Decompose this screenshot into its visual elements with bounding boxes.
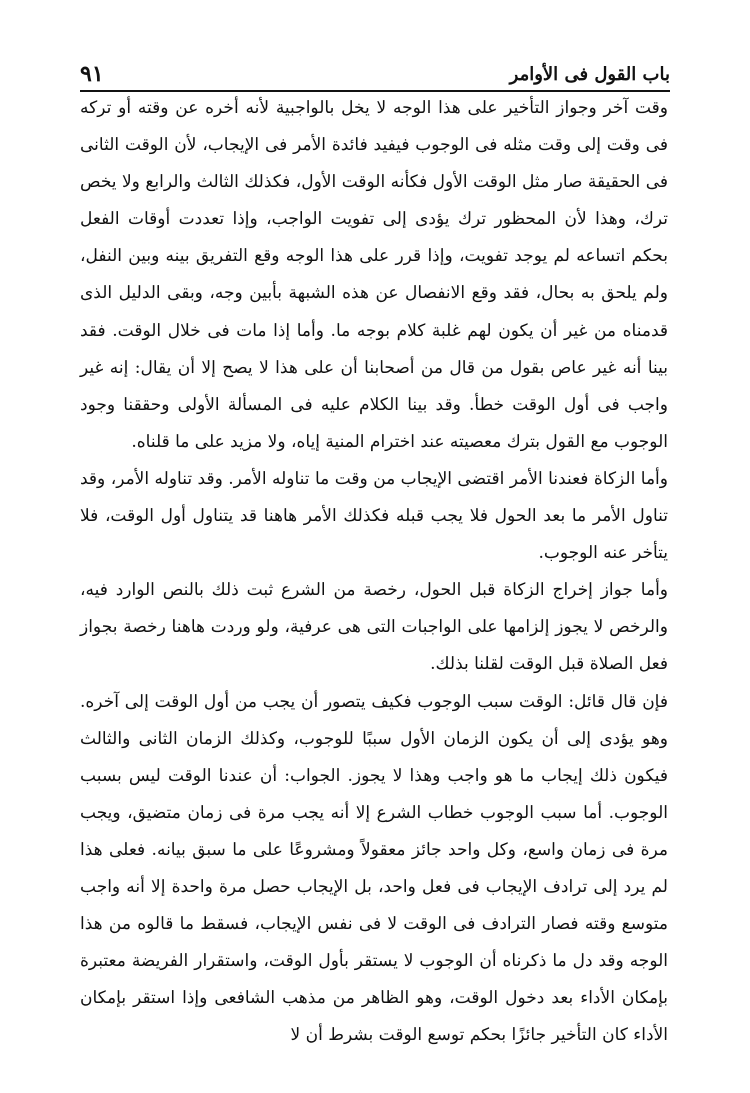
paragraph: وقت آخر وجواز التأخير على هذا الوجه لا يخل بالواجبية لأنه أخره عن وقته أو تركه فى وقت إلى وقت مثله فى الوجوب فيفيد فائدة الأمر فى الإيجاب، لأن الوقت الثانى فى الحقيقة صار مثل الوقت الأول فكأنه الوقت الأول، فكذلك الثالث والرابع ولا يخص ترك، وهذا لأن المحظور ترك يؤدى إلى تفويت الواجب، وإذا تعددت أوقات الفعل بحكم اتساعه لم يوجد تفويت، وإذا قرر على هذا الوجه وقع التفريق بينه وبين النفل، ولم يلحق به بحال، فقد وقع الانفصال عن هذه الشبهة بأبين وجه، وبقى الدليل الذى قدمناه من غير أن يكون لهم غلبة كلام بوجه ما. وأما إذا مات فى خلال الوقت. فقد بينا أنه غير عاص بقول من قال من أصحابنا أن على هذا لا يصح إلا أن يقال: إنه غير واجب فى أول الوقت خطأ. وقد بينا الكلام عليه فى المسألة الأولى وحققنا وجود الوجوب مع القول بترك معصيته عند اخترام المنية إياه، ولا مزيد على ما قلناه.	[80, 98, 668, 452]
body-text	[80, 90, 668, 1054]
paragraph: وأما جواز إخراج الزكاة قبل الحول، رخصة من الشرع ثبت ذلك بالنص الوارد فيه، والرخص لا يجوز إلزامها على الواجبات التى هى عرفية، ولو وردت هاهنا رخصة بجواز فعل الصلاة قبل الوقت لقلنا بذلك.	[80, 580, 668, 675]
running-title: باب القول فى الأوامر	[509, 64, 670, 85]
paragraph: فإن قال قائل: الوقت سبب الوجوب فكيف يتصور أن يجب من أول الوقت إلى آخره. وهو يؤدى إلى أن يكون الزمان الأول سببًا للوجوب، وكذلك الزمان الثانى والثالث فيكون ذلك إيجاب ما هو واجب وهذا لا يجوز. الجواب: أن عندنا الوقت ليس بسبب الوجوب. أما سبب الوجوب خطاب الشرع إلا أنه يجب مرة فى زمان متضيق، ويجب مرة فى زمان واسع، وكل واحد جائز معقولاً ومشروعًا على ما سبق بيانه. فعلى هذا لم يرد إلى ترادف الإيجاب فى فعل واحد، بل الإيجاب حصل مرة واحدة إلا أنه واجب متوسع وقته فصار الترادف فى الوقت لا فى نفس الإيجاب، فسقط ما قالوه من هذا الوجه وقد دل ما ذكرناه أن الوجوب لا يستقر بأول الوقت، واستقرار الفريضة معتبرة بإمكان الأداء بعد دخول الوقت، وهو الظاهر من مذهب الشافعى وإذا استقر بإمكان الأداء كان التأخير جائزًا بحكم توسع الوقت بشرط أن لا	[80, 691, 668, 1046]
page-header	[80, 50, 670, 92]
paragraph: وأما الزكاة فعندنا الأمر اقتضى الإيجاب من وقت ما تناوله الأمر. وقد تناوله الأمر، وقد تناول الأمر ما بعد الحول فلا يجب قبله فكذلك الأمر هاهنا قد يتناول أول الوقت، فلا يتأخر عنه الوجوب.	[80, 468, 668, 564]
page-number: ٩١	[80, 61, 104, 87]
